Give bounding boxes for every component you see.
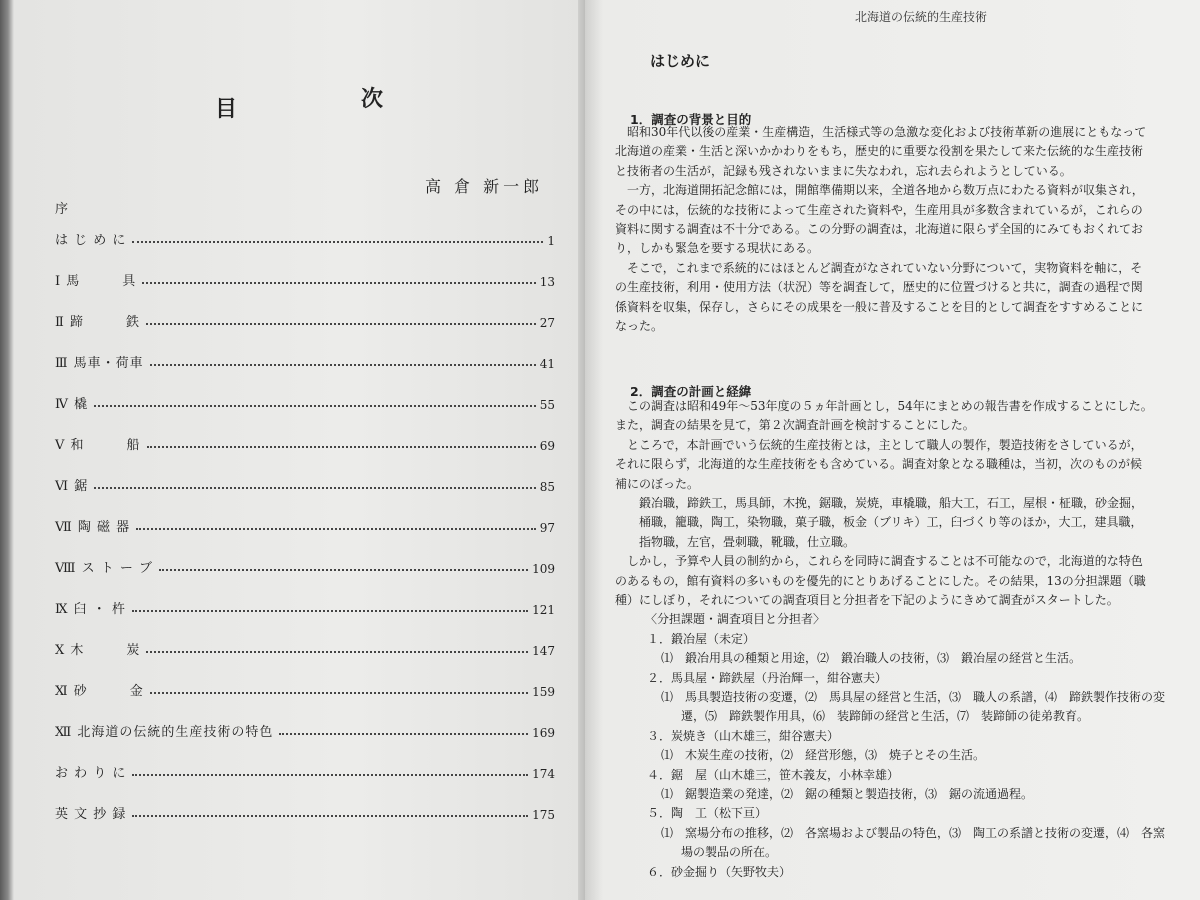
body-line: そこで，これまで系統的にはほとんど調査がなされていない分野について，実物資料を軸に，そ — [615, 260, 1143, 275]
body-line: 遷，⑸ 蹄鉄製作用具，⑹ 装蹄師の経営と生活，⑺ 装蹄師の徒弟教育。 — [681, 709, 1090, 724]
toc-entry — [55, 757, 555, 781]
toc-leader-dots — [136, 528, 536, 530]
toc-entry-page: 109 — [532, 562, 555, 576]
body-line: 指物職，左官，畳刺職，靴職，仕立職。 — [627, 534, 856, 549]
toc-leader-dots — [132, 610, 528, 612]
toc-entry-page: 159 — [532, 685, 555, 699]
toc-leader-dots — [159, 569, 528, 571]
body-line: ⑴ 木炭生産の技術，⑵ 経営形態，⑶ 焼子とその生活。 — [661, 748, 986, 763]
toc-leader-dots — [150, 364, 536, 366]
toc-entry-label: 英 文 抄 録 — [55, 807, 127, 822]
body-line: 係資料を収集，保存し，さらにその成果を一般に普及することを目的として調査をすすめることに — [615, 299, 1144, 314]
body-line: ５．陶 工（松下亘） — [647, 806, 768, 821]
toc-entry — [55, 552, 555, 576]
body-line: ６．砂金掘り（矢野牧夫） — [647, 864, 792, 879]
toc-leader-dots — [94, 487, 536, 489]
toc-entry-label: Ⅷ ス ト ー ブ — [55, 561, 154, 576]
body-line: と技術者の生活が，記録も残されないままに失なわれ，忘れ去られようとしている。 — [615, 163, 1072, 178]
toc-entry — [55, 224, 555, 248]
toc-entry — [55, 265, 555, 289]
toc-entry-page: 13 — [539, 275, 555, 289]
body-line: 補にのぼった。 — [615, 476, 700, 491]
toc-leader-dots — [146, 323, 536, 325]
body-line: 〈分担課題・調査項目と分担者〉 — [645, 612, 826, 627]
toc-entry-page: 1 — [547, 234, 555, 248]
toc-entry — [55, 429, 555, 453]
toc-entry — [55, 470, 555, 494]
toc-entry-label: Ⅸ 臼 ・ 杵 — [55, 602, 126, 617]
toc-leader-dots — [147, 446, 536, 448]
body-line: それに限らず，北海道的な生産技術をも含めている。調査対象となる職種は，当初，次のものが候 — [615, 457, 1143, 472]
body-line: の生産技術，利用・使用方法（状況）等を調査して，歴史的に位置づけると共に，調査の過程で関 — [615, 280, 1143, 295]
toc-leader-dots — [132, 815, 528, 817]
running-head: 北海道の伝統的生産技術 — [855, 10, 988, 24]
toc-entry-label: Ⅻ 北海道の伝統的生産技術の特色 — [55, 725, 274, 740]
toc-leader-dots — [94, 405, 536, 407]
toc-entry — [55, 306, 555, 330]
toc-entry-label: お わ り に — [55, 766, 127, 781]
toc-title — [215, 82, 385, 123]
toc-entry — [55, 388, 555, 412]
body-line: 場の製品の所在。 — [681, 845, 778, 860]
toc-entry — [55, 347, 555, 371]
right-page — [585, 0, 1200, 900]
toc-preface: 序 — [55, 202, 69, 217]
body-line: なった。 — [615, 319, 664, 333]
section-2-title: 2．調査の計画と経緯 — [630, 384, 752, 399]
body-line: り，しかも緊急を要する現状にある。 — [615, 241, 820, 256]
body-line: ⑴ 窯場分布の推移，⑵ 各窯場および製品の特色，⑶ 陶工の系譜と技術の変遷，⑷ 各窯 — [661, 825, 1166, 840]
page-heading: はじめに — [650, 52, 711, 70]
toc-entry-label: Ⅶ 陶 磁 器 — [55, 520, 131, 535]
toc-entry-page: 147 — [532, 644, 555, 658]
body-line: ⑴ 鋸製造業の発達，⑵ 鋸の種類と製造技術，⑶ 鋸の流通過程。 — [661, 787, 1034, 801]
toc-entry-page: 41 — [539, 357, 555, 371]
toc-entry-page: 174 — [532, 767, 555, 781]
left-page — [0, 0, 585, 900]
section-1-title: 1．調査の背景と目的 — [630, 112, 752, 127]
toc-entry-page: 27 — [539, 316, 555, 330]
toc-leader-dots — [150, 692, 528, 694]
body-line: ⑴ 馬具製造技術の変遷，⑵ 馬具屋の経営と生活，⑶ 職人の系譜，⑷ 蹄鉄製作技術の変 — [661, 690, 1166, 704]
toc-entry — [55, 511, 555, 535]
toc-entry-label: Ⅱ 蹄 鉄 — [55, 315, 140, 330]
body-line: １．鍛冶屋（未定） — [647, 631, 756, 646]
toc-entry-label: Ⅹ 木 炭 — [55, 643, 141, 658]
toc-entry — [55, 593, 555, 617]
body-line: 種）にしぼり，それについての調査項目と分担者を下記のようにきめて調査がスタートした。 — [615, 593, 1119, 607]
toc-entry-page: 175 — [532, 808, 555, 822]
toc-entry-page: 97 — [539, 521, 555, 535]
body-line: のあるもの，館有資料の多いものを優先的にとりあげることにした。その結果，13の分担課題（職 — [615, 573, 1146, 588]
toc-entry — [55, 675, 555, 699]
body-line: ところで，本計画でいう伝統的生産技術とは，主として職人の製作，製造技術をさしているが， — [615, 437, 1143, 452]
toc-entry-page: 169 — [532, 726, 555, 740]
toc-leader-dots — [132, 241, 543, 243]
body-line: ２．馬具屋・蹄鉄屋（丹治輝一，紺谷憲夫） — [647, 670, 888, 685]
toc-entry-page: 55 — [539, 398, 555, 412]
toc-entry-page: 85 — [539, 480, 555, 494]
toc-title-char-2: 次 — [360, 87, 385, 112]
toc-entry-page: 69 — [539, 439, 555, 453]
body-line: 資料に関する調査は不十分である。この分野の調査は，北海道に限らず全国的にみてもおくれてお — [615, 222, 1144, 236]
body-line: 桶職，籠職，陶工，染物職，菓子職，板金（ブリキ）工，臼づくり等のほか，大工，建具職， — [627, 515, 1143, 530]
toc-leader-dots — [279, 733, 528, 735]
toc-entry-page: 121 — [532, 603, 555, 617]
toc-entry-label: Ⅵ 鋸 — [55, 479, 89, 494]
body-line: 一方，北海道開拓記念館には，開館準備期以来，全道各地から数万点にわたる資料が収集され， — [615, 183, 1144, 198]
toc-entry-label: Ⅰ 馬 具 — [55, 274, 137, 289]
toc-entry-label: Ⅺ 砂 金 — [55, 684, 144, 699]
body-line: この調査は昭和49年～53年度の５ヵ年計画とし，54年にまとめの報告書を作成することにした。 — [615, 399, 1153, 413]
toc-leader-dots — [146, 651, 528, 653]
body-line: しかし，予算や人員の制約から，これらを同時に調査することは不可能なので，北海道的な特色 — [615, 554, 1143, 569]
toc-entry — [55, 798, 555, 822]
body-line: ４．鋸 屋（山木雄三，笹木義友，小林幸雄） — [647, 767, 900, 782]
toc-title-char-1: 目 — [215, 97, 240, 122]
toc-author: 高 倉 新一郎 — [425, 177, 544, 196]
body-line: 鍛冶職，蹄鉄工，馬具師，木挽，鋸職，炭焼，車橇職，船大工，石工，屋根・柾職，砂金掘， — [627, 496, 1144, 510]
toc-leader-dots — [142, 282, 535, 284]
body-line: ３．炭焼き（山木雄三，紺谷憲夫） — [647, 728, 840, 743]
body-line: 昭和30年代以後の産業・生産構造，生活様式等の急激な変化および技術革新の進展にともなって — [615, 125, 1147, 139]
body-line: また，調査の結果を見て，第２次調査計画を検討することにした。 — [615, 418, 975, 433]
toc-entry — [55, 716, 555, 740]
body-line: ⑴ 鍛冶用具の種類と用途，⑵ 鍛冶職人の技術，⑶ 鍛冶屋の経営と生活。 — [661, 651, 1082, 666]
body-line: 北海道の産業・生活と深いかかわりをもち，歴史的に重要な役割を果たして来た伝統的な生産技術 — [615, 144, 1144, 159]
toc-entry-label: は じ め に — [55, 233, 127, 248]
toc-entry-label: Ⅲ 馬車・荷車 — [55, 356, 144, 371]
toc-entry — [55, 634, 555, 658]
toc-leader-dots — [132, 774, 528, 776]
toc-entry-label: Ⅴ 和 船 — [55, 438, 141, 453]
body-line: その中には，伝統的な技術によって生産された資料や，生産用具が多数含まれているが，これらの — [615, 202, 1143, 217]
toc-entry-label: Ⅳ 橇 — [55, 397, 89, 412]
